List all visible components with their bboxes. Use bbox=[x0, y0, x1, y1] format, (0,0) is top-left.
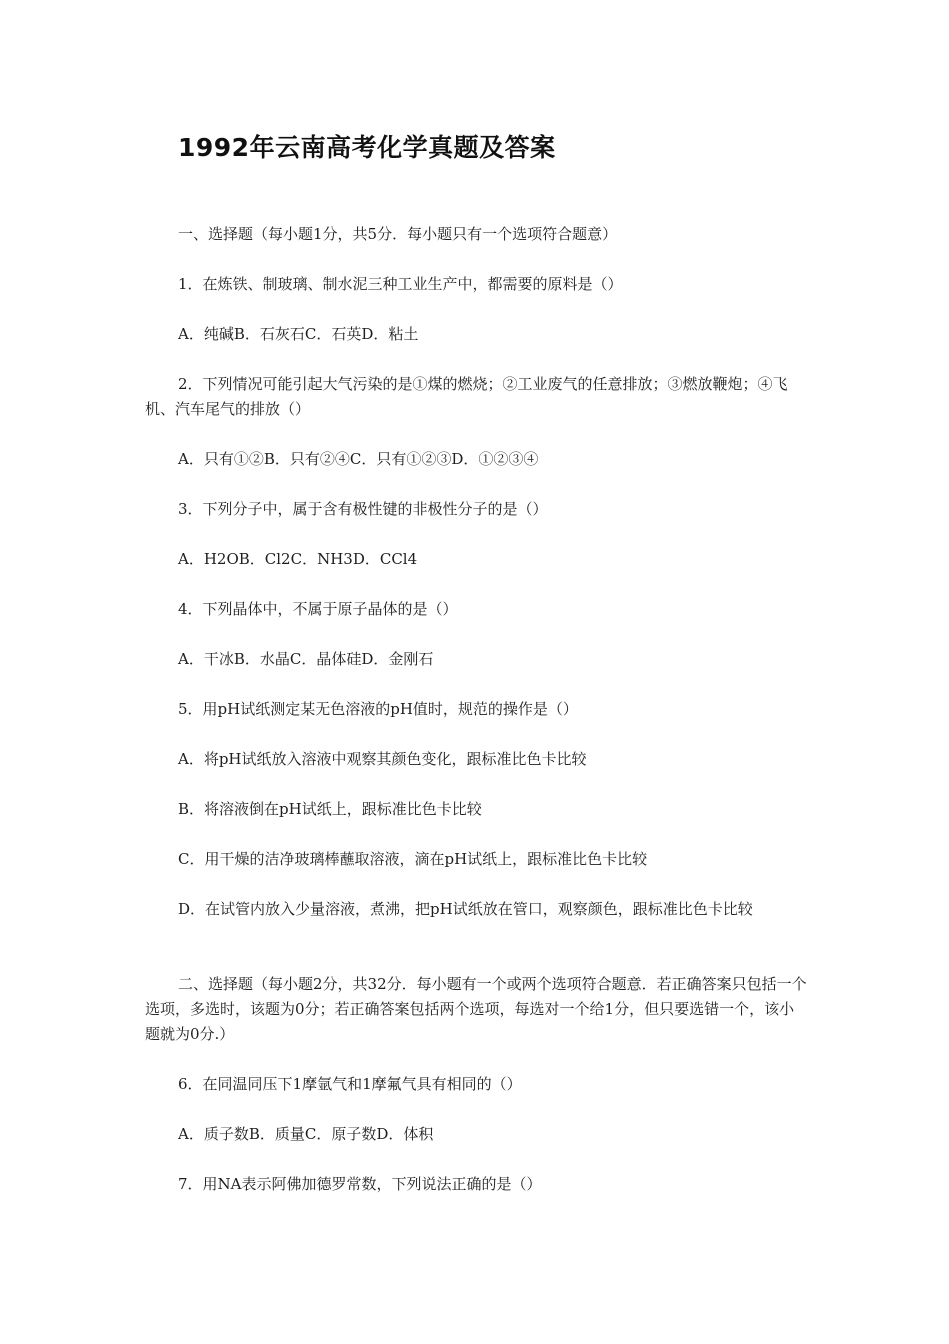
question-2-options: A．只有①②B．只有②④C．只有①②③D．①②③④ bbox=[178, 450, 539, 468]
question-6: 6．在同温同压下1摩氩气和1摩氟气具有相同的（） bbox=[178, 1075, 522, 1093]
question-3-options: A．H2OB．Cl2C．NH3D．CCl4 bbox=[178, 550, 418, 568]
question-5-option-b: B．将溶液倒在pH试纸上，跟标准比色卡比较 bbox=[178, 800, 482, 818]
question-7: 7．用NA表示阿佛加德罗常数，下列说法正确的是（） bbox=[178, 1175, 542, 1193]
question-5-option-c: C．用干燥的洁净玻璃棒蘸取溶液，滴在pH试纸上，跟标准比色卡比较 bbox=[178, 850, 648, 868]
question-4-options: A．干冰B．水晶C．晶体硅D．金刚石 bbox=[178, 650, 434, 668]
section-heading-2: 二、选择题（每小题2分，共32分．每小题有一个或两个选项符合题意．若正确答案只包括一个选项，多选时，该题为0分；若正确答案包括两个选项，每选对一个给1分，但只要选错一个，该小题就为0分.） bbox=[145, 975, 807, 1043]
document-title: 1992年云南高考化学真题及答案 bbox=[178, 133, 556, 162]
question-5-option-d: D．在试管内放入少量溶液，煮沸，把pH试纸放在管口，观察颜色，跟标准比色卡比较 bbox=[178, 900, 753, 918]
question-5-option-a: A．将pH试纸放入溶液中观察其颜色变化，跟标准比色卡比较 bbox=[178, 750, 587, 768]
question-2: 2．下列情况可能引起大气污染的是①煤的燃烧；②工业废气的任意排放；③燃放鞭炮；④飞机、汽车尾气的排放（） bbox=[145, 375, 788, 418]
question-1-options: A．纯碱B．石灰石C．石英D．粘土 bbox=[178, 325, 419, 343]
section-heading-1: 一、选择题（每小题1分，共5分．每小题只有一个选项符合题意） bbox=[178, 225, 618, 243]
question-6-options: A．质子数B．质量C．原子数D．体积 bbox=[178, 1125, 434, 1143]
question-3: 3．下列分子中，属于含有极性键的非极性分子的是（） bbox=[178, 500, 548, 518]
question-4: 4．下列晶体中，不属于原子晶体的是（） bbox=[178, 600, 458, 618]
question-1: 1．在炼铁、制玻璃、制水泥三种工业生产中，都需要的原料是（） bbox=[178, 275, 623, 293]
question-5: 5．用pH试纸测定某无色溶液的pH值时，规范的操作是（） bbox=[178, 700, 578, 718]
